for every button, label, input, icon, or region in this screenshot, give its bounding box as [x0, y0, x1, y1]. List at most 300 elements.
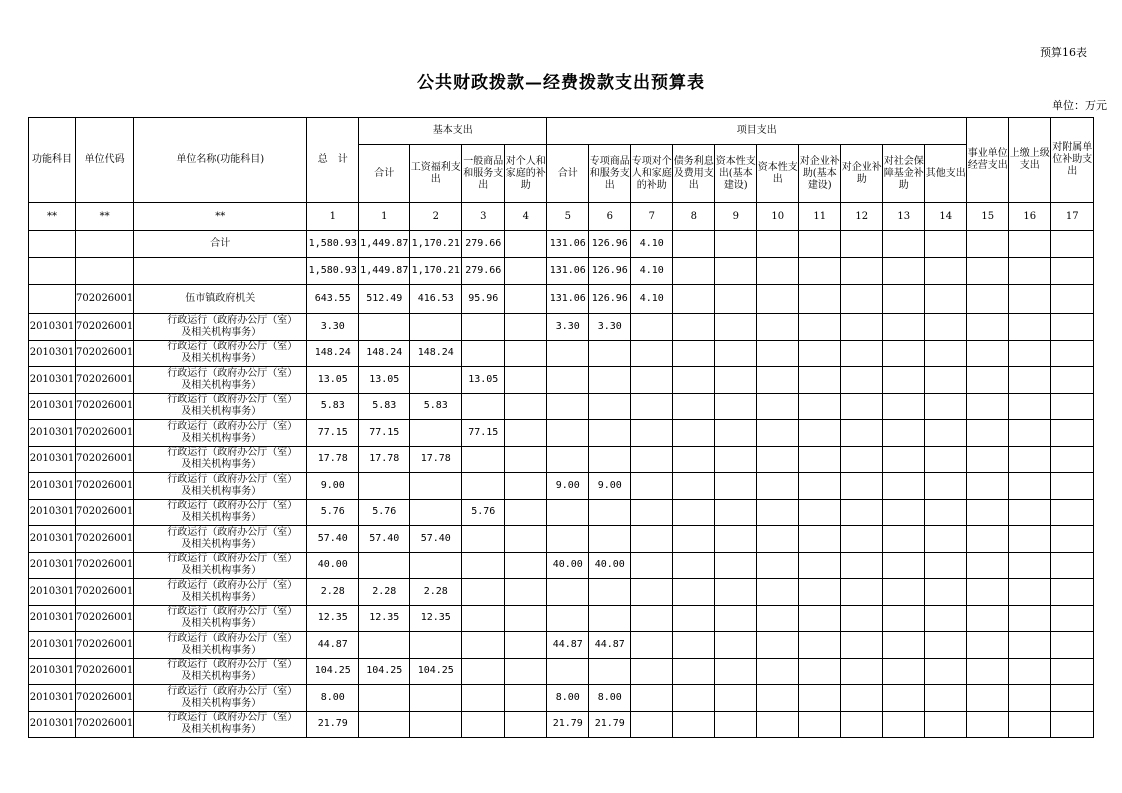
- value-cell: 13.05: [307, 367, 359, 394]
- value-cell: [673, 420, 715, 447]
- unit-code-cell: 702026001: [76, 340, 134, 367]
- unit-name-cell: [134, 685, 307, 712]
- value-cell: [1051, 314, 1094, 341]
- value-cell: [1051, 285, 1094, 314]
- value-cell: [673, 473, 715, 500]
- value-cell: [799, 420, 841, 447]
- value-cell: 44.87: [307, 632, 359, 659]
- value-cell: 21.79: [547, 711, 589, 738]
- value-cell: [799, 526, 841, 553]
- unit-name-line1: 行政运行（政府办公厅（室）: [167, 526, 298, 538]
- value-cell: [462, 579, 505, 606]
- value-cell: [631, 711, 673, 738]
- value-cell: [799, 552, 841, 579]
- table-row: [29, 314, 1094, 341]
- value-cell: [967, 685, 1009, 712]
- value-cell: 416.53: [410, 285, 462, 314]
- value-cell: 131.06: [547, 258, 589, 285]
- value-cell: 17.78: [307, 446, 359, 473]
- value-cell: [967, 499, 1009, 526]
- value-cell: [673, 711, 715, 738]
- value-cell: 2.28: [410, 579, 462, 606]
- value-cell: [1051, 231, 1094, 258]
- value-cell: [967, 393, 1009, 420]
- value-cell: [589, 658, 631, 685]
- value-cell: [505, 685, 547, 712]
- value-cell: [1009, 258, 1051, 285]
- value-cell: [757, 446, 799, 473]
- value-cell: 148.24: [410, 340, 462, 367]
- value-cell: [883, 579, 925, 606]
- value-cell: [547, 499, 589, 526]
- value-cell: [883, 231, 925, 258]
- value-cell: [505, 420, 547, 447]
- value-cell: 21.79: [307, 711, 359, 738]
- header-total: 总 计: [307, 118, 359, 203]
- value-cell: 77.15: [307, 420, 359, 447]
- unit-name-line2: 及相关机构事务）: [181, 512, 262, 524]
- unit-name-cell: [134, 446, 307, 473]
- value-cell: 279.66: [462, 231, 505, 258]
- index-cell: 15: [967, 203, 1009, 231]
- value-cell: [757, 367, 799, 394]
- value-cell: [757, 526, 799, 553]
- unit-name-line1: 行政运行（政府办公厅（室）: [167, 473, 298, 485]
- value-cell: [925, 231, 967, 258]
- value-cell: [925, 658, 967, 685]
- index-row: [29, 203, 1094, 231]
- func-subject-cell: 2010301: [29, 552, 76, 579]
- unit-name-line2: 及相关机构事务）: [181, 459, 262, 471]
- value-cell: 1,170.21: [410, 231, 462, 258]
- unit-name-line1: 行政运行（政府办公厅（室）: [167, 685, 298, 697]
- unit-name-cell: [134, 258, 307, 285]
- value-cell: [925, 685, 967, 712]
- value-cell: [631, 446, 673, 473]
- value-cell: [715, 632, 757, 659]
- value-cell: [673, 231, 715, 258]
- value-cell: [799, 605, 841, 632]
- value-cell: [1009, 367, 1051, 394]
- value-cell: 126.96: [589, 285, 631, 314]
- value-cell: 126.96: [589, 258, 631, 285]
- value-cell: [589, 446, 631, 473]
- value-cell: [757, 340, 799, 367]
- func-subject-cell: 2010301: [29, 658, 76, 685]
- value-cell: [925, 258, 967, 285]
- value-cell: 2.28: [307, 579, 359, 606]
- value-cell: [410, 314, 462, 341]
- index-cell: 17: [1051, 203, 1094, 231]
- value-cell: [1009, 711, 1051, 738]
- header-special-personal: 专项对个人和家庭的补助: [631, 145, 673, 203]
- unit-code-cell: 702026001: [76, 473, 134, 500]
- value-cell: [547, 446, 589, 473]
- index-cell: **: [134, 203, 307, 231]
- value-cell: [967, 579, 1009, 606]
- value-cell: [883, 393, 925, 420]
- value-cell: [757, 605, 799, 632]
- value-cell: 148.24: [359, 340, 410, 367]
- header-capital: 资本性支出: [757, 145, 799, 203]
- value-cell: [757, 711, 799, 738]
- header-unit-code: 单位代码: [76, 118, 134, 203]
- value-cell: [925, 579, 967, 606]
- table-body: [29, 203, 1094, 738]
- header-ent-base: 对企业补助(基本建设): [799, 145, 841, 203]
- unit-code-cell: 702026001: [76, 420, 134, 447]
- value-cell: [1051, 420, 1094, 447]
- value-cell: [883, 420, 925, 447]
- value-cell: [1009, 605, 1051, 632]
- value-cell: [1009, 340, 1051, 367]
- func-subject-cell: [29, 231, 76, 258]
- value-cell: [757, 499, 799, 526]
- value-cell: [1051, 658, 1094, 685]
- value-cell: [1051, 632, 1094, 659]
- value-cell: [631, 473, 673, 500]
- unit-code-cell: 702026001: [76, 711, 134, 738]
- value-cell: [757, 420, 799, 447]
- table-row: [29, 446, 1094, 473]
- header-basic-total: 合计: [359, 145, 410, 203]
- value-cell: 57.40: [359, 526, 410, 553]
- value-cell: [462, 314, 505, 341]
- value-cell: [799, 285, 841, 314]
- header-project: 项目支出: [547, 118, 967, 145]
- value-cell: [1009, 499, 1051, 526]
- value-cell: [799, 340, 841, 367]
- value-cell: [925, 340, 967, 367]
- func-subject-cell: 2010301: [29, 632, 76, 659]
- value-cell: [359, 685, 410, 712]
- header-ent: 对企业补助: [841, 145, 883, 203]
- value-cell: 5.83: [410, 393, 462, 420]
- value-cell: [799, 393, 841, 420]
- value-cell: [967, 314, 1009, 341]
- value-cell: [462, 658, 505, 685]
- value-cell: [505, 446, 547, 473]
- value-cell: [967, 605, 1009, 632]
- value-cell: [631, 340, 673, 367]
- table-row: [29, 658, 1094, 685]
- header-goods: 一般商品和服务支出: [462, 145, 505, 203]
- value-cell: [841, 420, 883, 447]
- value-cell: [967, 711, 1009, 738]
- value-cell: [841, 473, 883, 500]
- value-cell: 12.35: [410, 605, 462, 632]
- header-unit-name: 单位名称(功能科目): [134, 118, 307, 203]
- value-cell: [505, 314, 547, 341]
- unit-name-cell: [134, 605, 307, 632]
- func-subject-cell: 2010301: [29, 605, 76, 632]
- value-cell: [547, 526, 589, 553]
- value-cell: [799, 658, 841, 685]
- value-cell: [841, 632, 883, 659]
- value-cell: [1051, 552, 1094, 579]
- unit-name-line2: 及相关机构事务）: [181, 432, 262, 444]
- value-cell: [883, 367, 925, 394]
- value-cell: [1051, 367, 1094, 394]
- header-upper: 上缴上级支出: [1009, 118, 1051, 203]
- header-other: 其他支出: [925, 145, 967, 203]
- unit-name-line2: 及相关机构事务）: [181, 326, 262, 338]
- value-cell: [359, 552, 410, 579]
- func-subject-cell: 2010301: [29, 473, 76, 500]
- index-cell: 10: [757, 203, 799, 231]
- value-cell: [631, 393, 673, 420]
- unit-code-cell: 702026001: [76, 367, 134, 394]
- header-personal: 对个人和家庭的补助: [505, 145, 547, 203]
- value-cell: 104.25: [359, 658, 410, 685]
- value-cell: [505, 367, 547, 394]
- unit-name-cell: [134, 340, 307, 367]
- value-cell: [589, 393, 631, 420]
- value-cell: [673, 499, 715, 526]
- value-cell: [757, 632, 799, 659]
- value-cell: [462, 685, 505, 712]
- value-cell: [757, 393, 799, 420]
- value-cell: [841, 340, 883, 367]
- unit-name-line2: 及相关机构事务）: [181, 618, 262, 630]
- value-cell: [1051, 446, 1094, 473]
- value-cell: 1,580.93: [307, 258, 359, 285]
- table-row: [29, 340, 1094, 367]
- value-cell: [799, 711, 841, 738]
- value-cell: [841, 685, 883, 712]
- index-cell: 11: [799, 203, 841, 231]
- value-cell: 95.96: [462, 285, 505, 314]
- value-cell: [925, 552, 967, 579]
- index-cell: 8: [673, 203, 715, 231]
- value-cell: 1,449.87: [359, 258, 410, 285]
- value-cell: [967, 473, 1009, 500]
- value-cell: [673, 285, 715, 314]
- value-cell: [883, 314, 925, 341]
- value-cell: [1009, 658, 1051, 685]
- value-cell: [715, 314, 757, 341]
- unit-name-line1: 行政运行（政府办公厅（室）: [167, 632, 298, 644]
- func-subject-cell: 2010301: [29, 526, 76, 553]
- value-cell: [505, 605, 547, 632]
- value-cell: 57.40: [410, 526, 462, 553]
- value-cell: [799, 258, 841, 285]
- func-subject-cell: [29, 285, 76, 314]
- table-row: [29, 367, 1094, 394]
- table-header: [29, 118, 1094, 203]
- unit-name-cell: [134, 420, 307, 447]
- value-cell: [631, 632, 673, 659]
- value-cell: [547, 420, 589, 447]
- value-cell: 279.66: [462, 258, 505, 285]
- value-cell: 9.00: [589, 473, 631, 500]
- index-cell: 5: [547, 203, 589, 231]
- summary-row: [29, 285, 1094, 314]
- value-cell: [883, 285, 925, 314]
- func-subject-cell: 2010301: [29, 340, 76, 367]
- value-cell: [925, 499, 967, 526]
- unit-name-line2: 及相关机构事务）: [181, 671, 262, 683]
- value-cell: [967, 658, 1009, 685]
- value-cell: 131.06: [547, 231, 589, 258]
- value-cell: [1051, 258, 1094, 285]
- value-cell: [410, 367, 462, 394]
- unit-code-cell: 702026001: [76, 526, 134, 553]
- value-cell: 512.49: [359, 285, 410, 314]
- value-cell: [715, 231, 757, 258]
- value-cell: [673, 658, 715, 685]
- value-cell: [462, 632, 505, 659]
- value-cell: [1009, 552, 1051, 579]
- value-cell: [799, 499, 841, 526]
- table-row: [29, 473, 1094, 500]
- index-cell: 4: [505, 203, 547, 231]
- unit-name-line2: 及相关机构事务）: [181, 353, 262, 365]
- value-cell: 44.87: [589, 632, 631, 659]
- value-cell: [883, 711, 925, 738]
- value-cell: 5.76: [462, 499, 505, 526]
- value-cell: [547, 658, 589, 685]
- value-cell: [505, 393, 547, 420]
- value-cell: [1051, 605, 1094, 632]
- value-cell: [589, 499, 631, 526]
- unit-name-cell: [134, 579, 307, 606]
- value-cell: [359, 711, 410, 738]
- table-row: [29, 393, 1094, 420]
- value-cell: [925, 393, 967, 420]
- index-cell: 6: [589, 203, 631, 231]
- unit-name-line2: 及相关机构事务）: [181, 591, 262, 603]
- value-cell: [631, 314, 673, 341]
- summary-row: [29, 231, 1094, 258]
- value-cell: [505, 285, 547, 314]
- header-basic: 基本支出: [359, 118, 547, 145]
- value-cell: [715, 285, 757, 314]
- value-cell: [841, 393, 883, 420]
- header-capital-base: 资本性支出(基本建设): [715, 145, 757, 203]
- value-cell: [883, 605, 925, 632]
- value-cell: [673, 314, 715, 341]
- value-cell: [757, 658, 799, 685]
- unit-name-line1: 行政运行（政府办公厅（室）: [167, 394, 298, 406]
- value-cell: [757, 579, 799, 606]
- value-cell: [462, 711, 505, 738]
- value-cell: [1009, 314, 1051, 341]
- value-cell: [410, 632, 462, 659]
- value-cell: [883, 340, 925, 367]
- index-cell: 16: [1009, 203, 1051, 231]
- unit-name-cell: [134, 552, 307, 579]
- value-cell: [841, 258, 883, 285]
- index-cell: 3: [462, 203, 505, 231]
- value-cell: 44.87: [547, 632, 589, 659]
- value-cell: 4.10: [631, 231, 673, 258]
- value-cell: [841, 579, 883, 606]
- value-cell: [631, 658, 673, 685]
- value-cell: [715, 367, 757, 394]
- value-cell: [505, 579, 547, 606]
- value-cell: 1,580.93: [307, 231, 359, 258]
- table-row: [29, 579, 1094, 606]
- func-subject-cell: 2010301: [29, 393, 76, 420]
- value-cell: 1,170.21: [410, 258, 462, 285]
- func-subject-cell: 2010301: [29, 499, 76, 526]
- value-cell: [589, 579, 631, 606]
- value-cell: [589, 605, 631, 632]
- value-cell: [715, 685, 757, 712]
- index-cell: **: [76, 203, 134, 231]
- table-row: [29, 526, 1094, 553]
- index-cell: 2: [410, 203, 462, 231]
- table-row: [29, 552, 1094, 579]
- value-cell: 13.05: [462, 367, 505, 394]
- header-special-goods: 专项商品和服务支出: [589, 145, 631, 203]
- value-cell: [1009, 231, 1051, 258]
- unit-code-cell: 702026001: [76, 632, 134, 659]
- value-cell: [925, 420, 967, 447]
- value-cell: [757, 285, 799, 314]
- value-cell: [631, 685, 673, 712]
- value-cell: [505, 473, 547, 500]
- unit-name-line1: 行政运行（政府办公厅（室）: [167, 314, 298, 326]
- index-cell: 14: [925, 203, 967, 231]
- table-row: [29, 499, 1094, 526]
- unit-code-cell: 702026001: [76, 658, 134, 685]
- value-cell: [967, 367, 1009, 394]
- value-cell: [841, 314, 883, 341]
- value-cell: [841, 552, 883, 579]
- value-cell: 21.79: [589, 711, 631, 738]
- value-cell: [967, 526, 1009, 553]
- value-cell: [715, 446, 757, 473]
- value-cell: 40.00: [307, 552, 359, 579]
- value-cell: [1051, 711, 1094, 738]
- unit-name-line1: 行政运行（政府办公厅（室）: [167, 341, 298, 353]
- value-cell: [505, 526, 547, 553]
- table-row: [29, 420, 1094, 447]
- header-func-subject: 功能科目: [29, 118, 76, 203]
- value-cell: [462, 552, 505, 579]
- unit-code-cell: 702026001: [76, 552, 134, 579]
- value-cell: [631, 605, 673, 632]
- value-cell: [799, 231, 841, 258]
- unit-name-cell: [134, 632, 307, 659]
- value-cell: [757, 473, 799, 500]
- value-cell: [841, 446, 883, 473]
- value-cell: [1009, 473, 1051, 500]
- value-cell: 5.76: [359, 499, 410, 526]
- value-cell: [925, 632, 967, 659]
- summary-row: [29, 258, 1094, 285]
- unit-code-cell: [76, 258, 134, 285]
- value-cell: [799, 314, 841, 341]
- value-cell: [715, 420, 757, 447]
- value-cell: [462, 526, 505, 553]
- unit-code-cell: 702026001: [76, 314, 134, 341]
- unit-name-line1: 行政运行（政府办公厅（室）: [167, 420, 298, 432]
- value-cell: [547, 367, 589, 394]
- value-cell: [1009, 632, 1051, 659]
- value-cell: [799, 685, 841, 712]
- func-subject-cell: 2010301: [29, 314, 76, 341]
- unit-name-cell: [134, 711, 307, 738]
- value-cell: 1,449.87: [359, 231, 410, 258]
- value-cell: 40.00: [589, 552, 631, 579]
- value-cell: 12.35: [307, 605, 359, 632]
- value-cell: [715, 711, 757, 738]
- value-cell: [715, 579, 757, 606]
- value-cell: 12.35: [359, 605, 410, 632]
